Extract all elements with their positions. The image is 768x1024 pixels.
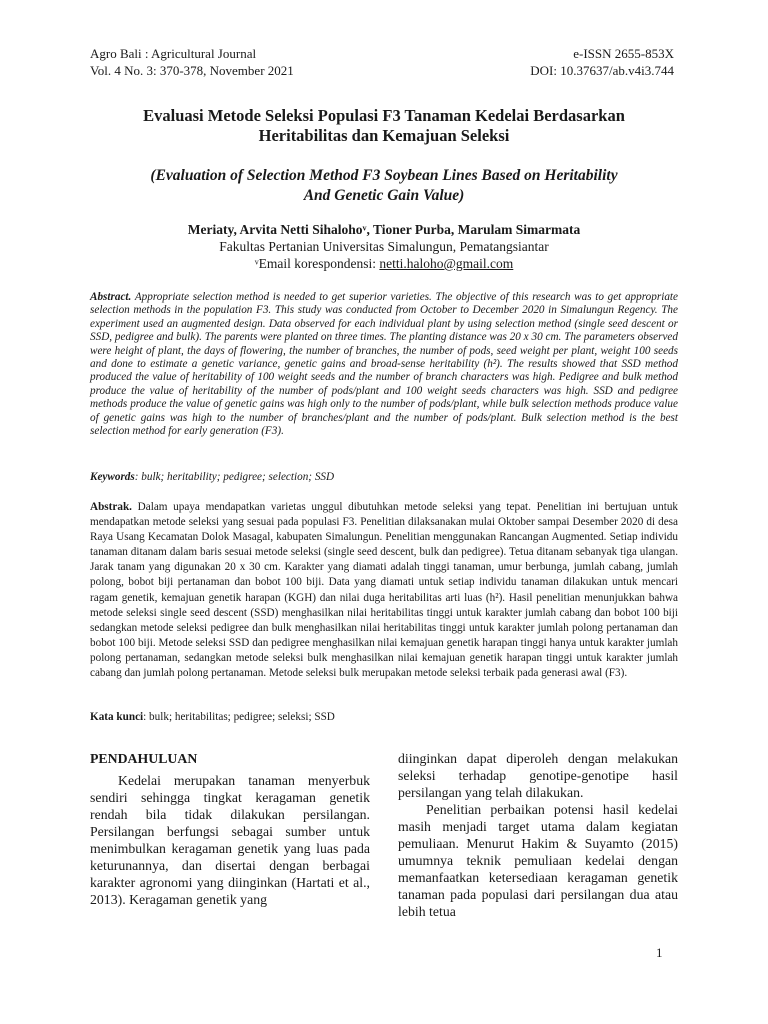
email-label: ᵛEmail korespondensi: (254, 256, 380, 271)
keywords-english-label: Keywords (90, 471, 135, 483)
abstract-indonesian-text: Dalam upaya mendapatkan varietas unggul dibutuhkan metode seleksi yang tepat. Penelitian ini bertujuan untuk mendapatkan metode seleksi yang sesuai pada populasi F3. Penelitian dilaksanakan mulai Oktober sampai Desember 2020 di desa Raya Usang Kecamatan Dolok Masagal, kabupaten Simalungun. Penelitian menggunakan Rancangan Augmented. Setiap individu tanaman ditanam dalam baris sesuai metode seleksi (single seed descent, bulk dan pedigree). Tetua ditanam sebanyak tiga ulangan. Jarak tanam yang digunakan 20 x 30 cm. Karakter yang diamati adalah tinggi tanaman, umur berbunga, jumlah cabang, jumlah polong, bobot biji pertanaman dan bobot 100 biji. Data yang diamati untuk setiap individu tanaman dilakukan untuk mencari ragam genetik, kemajuan genetik harapan (KGH) dan nilai duga heritabilitas arti luas (h²). Hasil penelitian menunjukkan bahwa metode seleksi single seed descent (SSD) menghasilkan nilai heritabilitas tinggi untuk karakter jumlah cabang dan bobot 100 biji sedangkan metode seleksi pedigree dan bulk menghasilkan nilai heritabilitas tinggi untuk karakter jumlah polong pertanaman dan bobot 100 biji. Metode seleksi SSD dan pedigree menghasilkan nilai kemajuan genetik harapan tinggi hanya untuk karakter jumlah polong pertanaman, sedangkan metode seleksi bulk menghasilkan nilai kemajuan genetik harapan tinggi untuk karakter jumlah cabang dan jumlah polong pertanaman. Metode seleksi bulk merupakan metode seleksi terbaik pada generasi awal (F3). (90, 501, 679, 680)
paper-title-english-line1: (Evaluation of Selection Method F3 Soybean Lines Based on Heritability (150, 167, 618, 184)
author-affiliation: Fakultas Pertanian Universitas Simalungun, Pematangsiantar (219, 239, 549, 254)
journal-volume: Vol. 4 No. 3: 370-378, November 2021 (90, 63, 294, 78)
abstract-indonesian-label: Abstrak. (90, 501, 132, 513)
paper-title-line1: Evaluasi Metode Seleksi Populasi F3 Tanaman Kedelai Berdasarkan (143, 106, 625, 125)
body-column-left (90, 750, 370, 908)
intro-paragraph-2: Penelitian perbaikan potensi hasil kedelai masih menjadi target utama dalam kegiatan pemuliaan. Menurut Hakim & Suyamto (2015) umumnya teknik pemuliaan kedelai dengan memanfaatkan ketersediaan keragaman genetik tanaman pada populasi dari persilangan dua atau lebih tetua (398, 802, 678, 919)
page-number: 1 (656, 945, 663, 960)
abstract-english-label: Abstract. (90, 291, 132, 303)
keywords-indonesian-text: : bulk; heritabilitas; pedigree; seleksi; SSD (143, 711, 335, 723)
author-block (90, 221, 678, 272)
keywords-english (90, 471, 678, 484)
keywords-indonesian (90, 710, 678, 725)
paper-title (90, 106, 678, 146)
author-email-line (90, 255, 678, 272)
journal-header-left (90, 45, 294, 79)
journal-header-right (530, 45, 674, 79)
author-names: Meriaty, Arvita Netti Sihalohoᵛ, Tioner Purba, Marulam Simarmata (187, 222, 581, 237)
keywords-indonesian-label: Kata kunci (90, 711, 144, 723)
paper-title-english (90, 166, 678, 206)
keywords-english-text: : bulk; heritability; pedigree; selection; SSD (134, 471, 335, 483)
abstract-english (90, 291, 678, 438)
intro-paragraph-1: Kedelai merupakan tanaman menyerbuk sendiri sehingga tingkat keragaman genetik rendah bila tidak dilakukan persilangan. Persilangan berfungsi sebagai sumber untuk menimbulkan keragaman genetik yang luas pada keturunannya, dan disertai dengan berbagai karakter agronomi yang diinginkan (Hartati et al., 2013). Keragaman genetik yang (90, 773, 370, 907)
abstract-english-text: Appropriate selection method is needed to get superior varieties. The objective of this research was to get appropriate selection methods in the population F3. This study was conducted from October to December 2020 in Simalungun Regency. The experiment used an augmented design. Data observed for each individual plant by using selection method (single seed descent or SSD, pedigree and bulk). The parents were planted on three times. The planting distance was 20 x 30 cm. The parameters observed were height of plant, the days of flowering, the number of branches, the number of pods, seed weight per plant, weight 100 seeds and done to estimate a genetic variance, genetic gains and broad-sense heritability (h²). The results showed that SSD method produced the value of heritability of 100 weight seeds and the number of branch characters was high. Pedigree and bulk method produce the value of heritability of the number of pods/plant and 100 weight seeds characters was high. SSD and pedigree methods produce the value of genetic gains was high only to the number of pods/plant, while bulk selection methods produce value of genetic gains was high to the number of branches/plant and the number of pods/plant. Bulk selection method is the best selection method for early generation (F3). (90, 291, 678, 438)
intro-paragraph-1-cont: diinginkan dapat diperoleh dengan melakukan seleksi terhadap genotipe-genotipe hasil persilangan yang telah dilakukan. (398, 751, 678, 800)
paper-title-line2: Heritabilitas dan Kemajuan Seleksi (258, 126, 510, 145)
paper-title-english-line2: And Genetic Gain Value) (303, 187, 465, 204)
abstract-indonesian (90, 500, 678, 681)
journal-doi: DOI: 10.37637/ab.v4i3.744 (530, 63, 674, 78)
email-link[interactable]: netti.haloho@gmail.com (379, 256, 514, 271)
journal-name: Agro Bali : Agricultural Journal (90, 46, 257, 61)
journal-eissn: e-ISSN 2655-853X (573, 46, 674, 61)
body-column-right (398, 750, 678, 920)
section-heading: PENDAHULUAN (90, 751, 198, 766)
